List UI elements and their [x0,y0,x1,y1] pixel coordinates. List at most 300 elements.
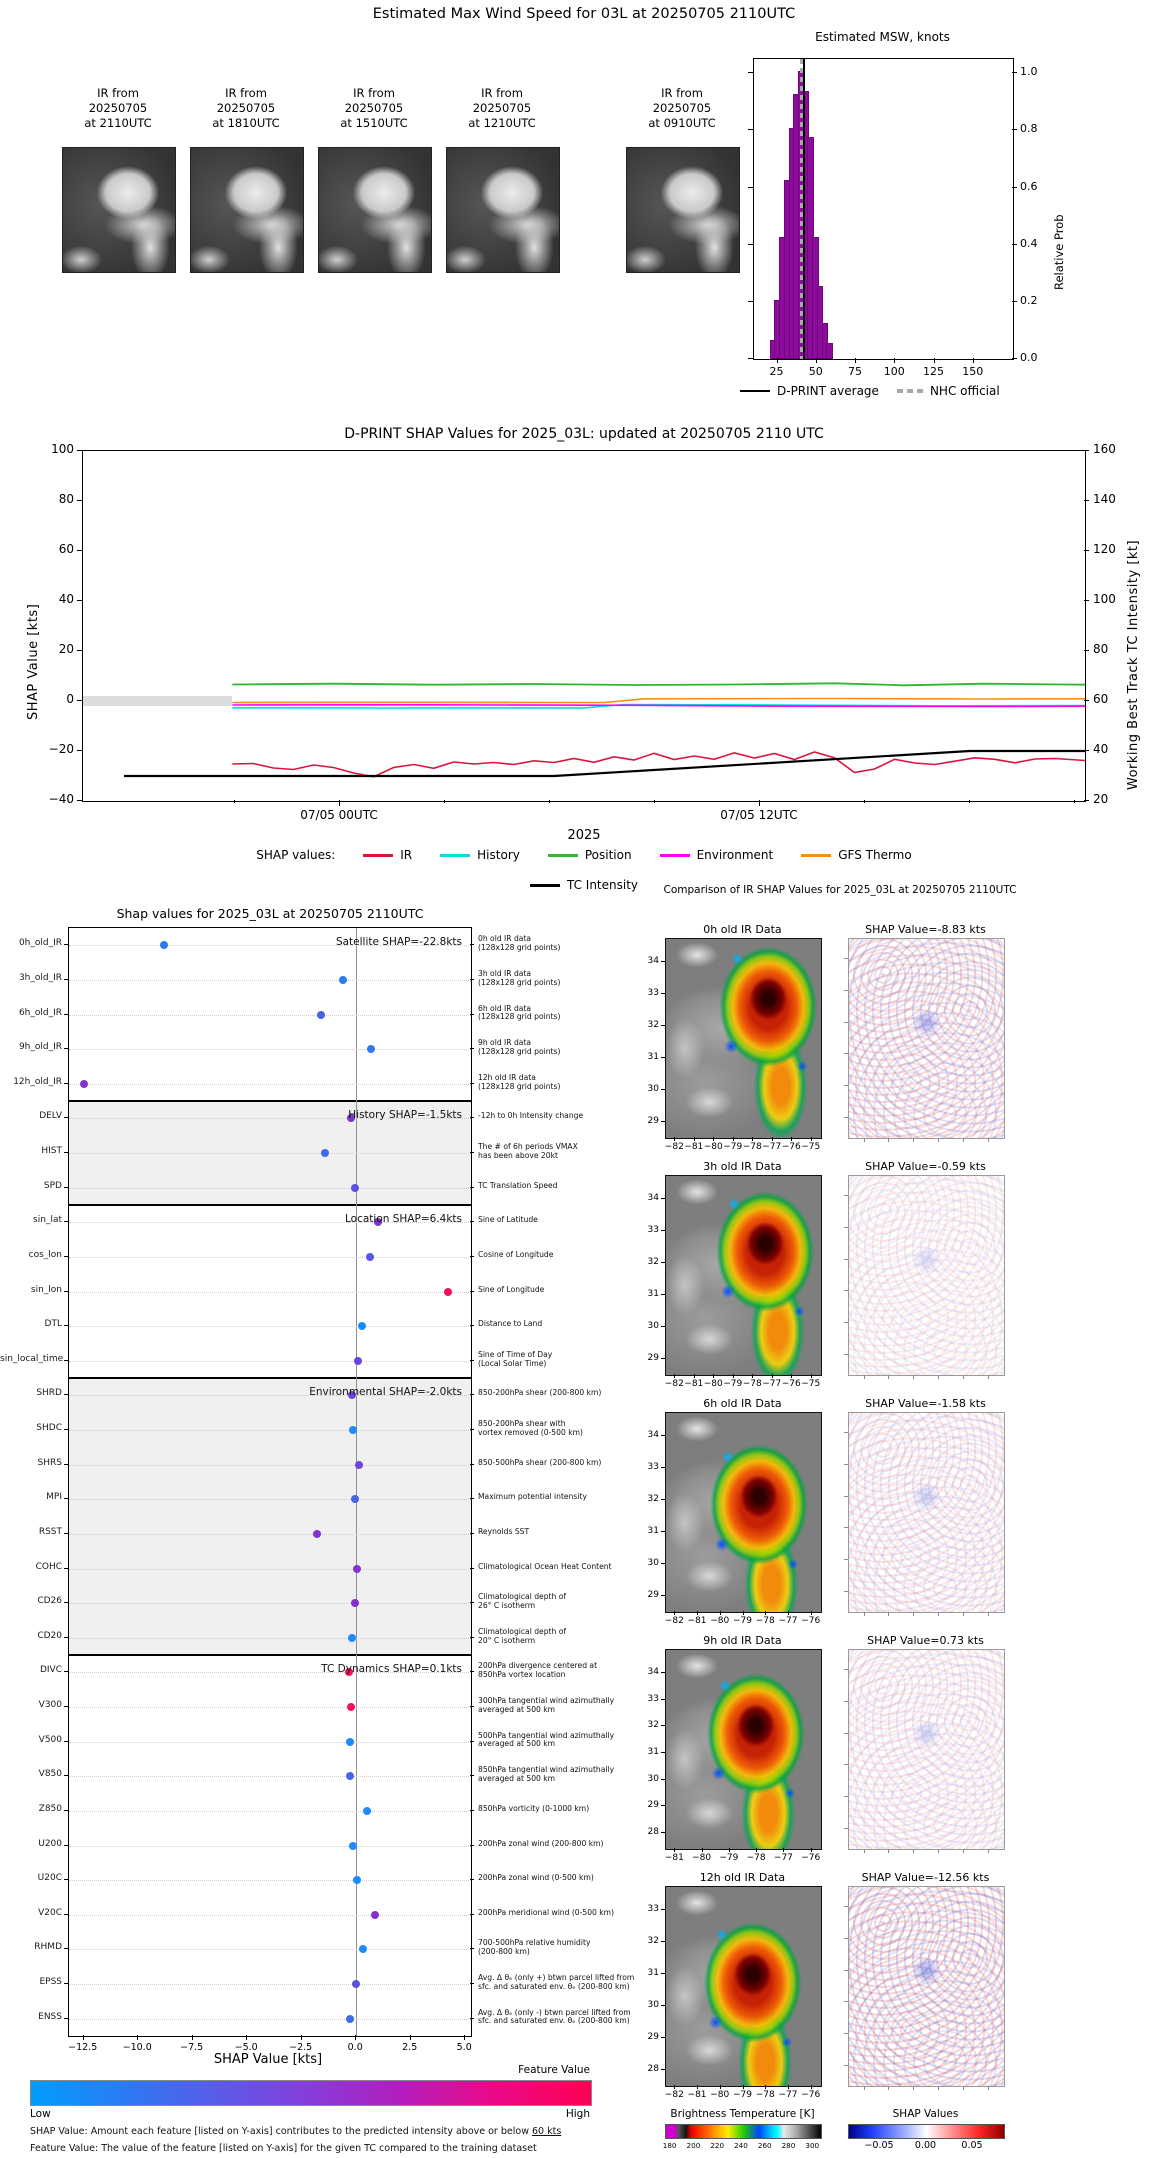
timeseries-title: D-PRINT SHAP Values for 2025_03L: updated at 20250705 2110 UTC [344,426,824,442]
lon-tick [713,1374,714,1378]
shap-noise-pattern [849,1176,1004,1375]
x-tick-label: 125 [923,365,944,378]
lat-tick [661,1805,665,1806]
feature-description-line: Sine of Longitude [478,1284,545,1294]
legend-label: Environment [696,848,774,862]
section-divider [69,1100,471,1102]
lat-tick [661,2069,665,2070]
feature-description-line: Cosine of Longitude [478,1249,554,1259]
lon-tick-label: −80 [692,1853,712,1863]
ir-thumb-image [446,147,560,273]
histogram-title: Estimated MSW, knots [815,30,950,44]
x-tick [137,2035,138,2040]
shap-dot [348,1634,356,1642]
ir-map-image [665,1412,822,1613]
histogram-ylabel: Relative Prob [1052,214,1066,290]
row-gridline [69,1361,471,1362]
lon-tick-label: −76 [801,1616,821,1626]
lat-tick [661,1262,665,1263]
right-y-tick [1084,750,1089,751]
shap-map-title: SHAP Value=0.73 kts [867,1634,984,1647]
feature-description [478,1874,658,1883]
feature-description-line: 12h old IR data [478,1072,536,1082]
lon-tick [733,1137,734,1141]
lat-tick-label: 33 [647,1693,659,1704]
feature-label: 3h_old_IR [18,972,62,983]
lon-tick [674,1611,675,1615]
lat-tick [661,1672,665,1673]
dotplot-title: Shap values for 2025_03L at 20250705 2110UTC [116,906,424,921]
lon-tick-label: −78 [742,1379,762,1389]
row-gridline [69,1257,471,1258]
feature-description-line: 200hPa zonal wind (200-800 km) [478,1838,604,1848]
lat-tick [661,1909,665,1910]
shap-map-tick [913,1612,914,1616]
ir-thumb-caption-line: IR from [661,86,703,100]
feature-tick [64,1637,68,1638]
shap-dot [354,1357,362,1365]
zero-line [356,928,357,2036]
shap-dot [80,1080,88,1088]
feature-label: CD26 [37,1596,62,1607]
legend-ir [363,848,412,862]
x-tick-label: 07/05 00UTC [300,808,378,822]
ir-thumb-image [190,147,304,273]
feature-description [478,970,658,988]
shap-map-tick [844,1701,848,1702]
right-y-tick [1084,650,1089,651]
legend-swatch [440,854,470,857]
feature-label: V500 [38,1734,62,1745]
feature-description [478,1563,658,1572]
lon-tick [811,1611,812,1615]
legend-label: GFS Thermo [838,848,912,862]
lon-tick [791,1374,792,1378]
ir-thumb-caption-line: at 1210UTC [468,116,536,130]
x-minor-tick [864,800,865,803]
right-y-tick-label: 120 [1093,542,1116,556]
row-gridline [69,1603,471,1604]
shap-dot [353,1565,361,1573]
desc-tick [470,2018,474,2019]
y-tick [1012,129,1017,130]
feature-description-line: Climatological depth of [478,1626,567,1636]
ir-thumb-caption-line: at 0910UTC [648,116,716,130]
ir-thumb-caption-line: 20250705 [652,101,712,115]
shap-dot [367,1045,375,1053]
feature-tick [64,979,68,980]
ir-thumb-caption-line: IR from [353,86,395,100]
shap-map-tick [864,1138,865,1142]
shap-dotplot [68,927,472,2037]
desc-tick [470,1291,474,1292]
row-gridline [69,1534,471,1535]
x-tick-label: −10.0 [122,2042,152,2053]
lon-tick [720,1611,721,1615]
left-y-tick [77,800,82,801]
legend-swatch [801,854,831,857]
nhc-official-line-swatch [897,389,923,393]
feature-description-line: sfc. and saturated env. θₑ (200-800 km) [478,1981,630,1991]
y-tick [748,358,753,359]
lon-tick-label: −82 [664,1142,684,1152]
lon-tick-label: −78 [746,1853,766,1863]
shap-map-tick [864,2086,865,2090]
desc-tick [470,1602,474,1603]
shap-dot [349,1426,357,1434]
bt-colorbar-tick-label: 260 [757,2141,772,2150]
left-y-tick-label: −20 [48,742,74,756]
lon-tick [788,1611,789,1615]
feature-tick [64,1256,68,1257]
feature-tick [64,1429,68,1430]
right-y-tick-label: 160 [1093,442,1116,456]
feature-description-line: 300hPa tangential wind azimuthally [478,1696,615,1706]
feature-label: 12h_old_IR [13,1076,62,1087]
lon-tick-label: −78 [755,2090,775,2100]
dotplot-section-shade [69,1378,471,1655]
shap-map-tick [844,1322,848,1323]
x-tick [973,358,974,363]
x-tick [83,2035,84,2040]
row-gridline [69,2019,471,2020]
lon-tick-label: −79 [723,1379,743,1389]
lat-tick-label: 29 [647,1353,659,1364]
lat-tick-label: 29 [647,2032,659,2043]
shap-map-tick [844,2065,848,2066]
left-y-tick-label: 40 [58,592,74,606]
feature-tick [64,1775,68,1776]
shap-colorbar-tick-label: −0.05 [864,2140,894,2151]
feature-description-line: Avg. Δ θₑ (only +) btwn parcel lifted from [478,1973,635,1983]
bt-colorbar-tick-label: 240 [734,2141,748,2150]
lon-tick [729,1848,730,1852]
shap-noise-pattern [849,939,1004,1138]
lon-tick-label: −79 [723,1142,743,1152]
feature-description-line: Sine of Latitude [478,1215,538,1225]
ir-thumb-caption [300,86,448,131]
feature-label: DTL [44,1319,62,1330]
feature-label: SPD [43,1180,62,1191]
shap-map-tick [844,1906,848,1907]
feature-tick [64,1014,68,1015]
lon-tick [674,2085,675,2089]
shap-map-tick [844,1227,848,1228]
shap-map-tick [888,1612,889,1616]
x-tick [192,2035,193,2040]
shap-dot [346,1772,354,1780]
feature-label: RSST [38,1526,62,1537]
shap-map-title: SHAP Value=-1.58 kts [865,1397,986,1410]
lat-tick-label: 30 [647,1558,659,1569]
feature-tick [64,1083,68,1084]
feature-description-line: Avg. Δ θₑ (only -) btwn parcel lifted from [478,2007,631,2017]
feature-label: COHC [35,1561,62,1572]
shap-map-tick [938,1138,939,1142]
lat-tick [661,1467,665,1468]
feature-description-line: averaged at 500 km [478,1704,556,1714]
shap-map-tick [844,1053,848,1054]
lat-tick [661,1358,665,1359]
feature-label: U200 [38,1838,62,1849]
lat-tick-label: 30 [647,1773,659,1784]
lon-tick-label: −80 [710,1616,730,1626]
x-tick-label: 2.5 [402,2042,418,2053]
feature-description-line: 20° C isotherm [478,1635,536,1645]
left-y-tick [77,450,82,451]
shap-map-tick [988,1612,989,1616]
shap-map-tick [888,1849,889,1853]
section-divider [69,1377,471,1379]
lon-tick-label: −81 [687,2090,707,2100]
lat-tick [661,1089,665,1090]
feature-description [478,1039,658,1057]
shap-map-tick [844,1259,848,1260]
feature-description-line: (200-800 km) [478,1947,530,1957]
shap-map-tick [844,1527,848,1528]
shap-map-tick [963,1138,964,1142]
y-tick-label: 0.2 [1020,293,1038,307]
feature-description [478,1351,658,1369]
shap-map-tick [988,2086,989,2090]
shap-map-tick [844,1195,848,1196]
footnote-feature-value: Feature Value: The value of the feature [listed on Y-axis] for the given TC compared to the training dataset [30,2143,537,2154]
lon-tick [765,1611,766,1615]
series-ir [232,752,1085,777]
shap-map-tick [963,2086,964,2090]
x-tick-label: 5.0 [456,2042,472,2053]
shap-map-tick [888,1375,889,1379]
dotplot-xlabel: SHAP Value [kts] [213,2052,323,2067]
feature-description-line: 850hPa vorticity (0-1000 km) [478,1803,590,1813]
lon-tick-label: −80 [703,1142,723,1152]
feature-label: Z850 [38,1803,62,1814]
feature-tick [64,1360,68,1361]
feature-description-line: 700-500hPa relative humidity [478,1938,591,1948]
feature-label: sin_local_time [0,1353,64,1364]
x-minor-tick [549,800,550,803]
x-minor-tick [339,800,340,803]
desc-tick [470,1845,474,1846]
feature-description-line: Distance to Land [478,1319,543,1329]
bt-colorbar-tick-label: 180 [662,2141,677,2150]
shap-map-tick [844,1733,848,1734]
feature-description [478,1319,659,1332]
right-y-tick-label: 100 [1093,592,1116,606]
row-gridline [69,1984,471,1985]
bt-colorbar-tick-label: 280 [781,2141,796,2150]
desc-tick [470,1221,474,1222]
lon-tick [756,1848,757,1852]
desc-tick [470,1671,474,1672]
desc-tick [470,1498,474,1499]
lon-tick [713,1137,714,1141]
lon-tick-label: −76 [781,1142,801,1152]
y-tick [1012,301,1017,302]
feature-label: CD20 [37,1630,62,1641]
x-tick-label: 07/05 12UTC [720,808,798,822]
desc-tick [470,1429,474,1430]
x-minor-tick [759,800,760,803]
feature-description [478,1005,658,1023]
row-gridline [69,1742,471,1743]
desc-tick [470,1117,474,1118]
shap-map-tick [938,1849,939,1853]
feature-tick [64,1948,68,1949]
left-y-tick [77,500,82,501]
lat-tick-label: 31 [647,1746,659,1757]
row-gridline [69,1915,471,1916]
lon-tick [674,1374,675,1378]
lon-tick [694,1137,695,1141]
feature-tick [64,1291,68,1292]
feature-label: ENSS [38,2011,62,2022]
shap-map-tick [913,1375,914,1379]
lon-tick [697,1611,698,1615]
lon-tick-label: −78 [742,1142,762,1152]
y-tick [1012,358,1017,359]
lat-tick-label: 32 [647,1256,659,1267]
lat-tick-label: 31 [647,1967,659,1978]
lon-tick [811,2085,812,2089]
y-tick [748,129,753,130]
lat-tick [661,1832,665,1833]
feature-description [478,1493,658,1502]
shap-dot [321,1149,329,1157]
feature-description [478,1216,658,1225]
y-tick [748,187,753,188]
lon-tick [674,1137,675,1141]
lat-tick [661,1057,665,1058]
feature-description-line: 26° C isotherm [478,1600,536,1610]
lon-tick [674,1848,675,1852]
lon-tick-label: −76 [801,2090,821,2100]
row-gridline [69,1949,471,1950]
feature-description-line: 850-500hPa shear (200-800 km) [478,1457,602,1467]
ir-thumb-caption [172,86,320,131]
timeseries-legend-label: SHAP values: [256,848,336,862]
lat-tick [661,993,665,994]
section-header: Environmental SHAP=-2.0kts [309,1386,462,1399]
ir-thumb-caption-line: 20250705 [88,101,148,115]
desc-tick [470,1152,474,1153]
feature-description-line: vortex removed (0-500 km) [478,1427,583,1437]
row-gridline [69,1292,471,1293]
ir-thumb-image [62,147,176,273]
shap-dot [363,1807,371,1815]
shap-dot [339,976,347,984]
shap-map-tick [988,1375,989,1379]
lat-tick [661,1435,665,1436]
lon-tick [811,1137,812,1141]
row-gridline [69,1465,471,1466]
x-tick-label: 150 [962,365,984,378]
left-y-tick-label: 80 [58,492,74,506]
msw-histogram [753,58,1014,360]
x-tick [894,358,895,363]
shap-map-image [848,1412,1005,1613]
desc-tick [470,1568,474,1569]
lon-tick-label: −81 [684,1379,704,1389]
feature-value-colorbar [30,2080,592,2106]
feature-description [478,1840,658,1849]
y-tick-label: 1.0 [1020,65,1038,79]
lon-tick [702,1848,703,1852]
ir-thumb-caption-line: 20250705 [216,101,276,115]
x-tick [855,358,856,363]
bt-colorbar-title: Brightness Temperature [K] [670,2108,815,2120]
shap-noise-pattern [849,1413,1004,1612]
figure-title: Estimated Max Wind Speed for 03L at 20250705 2110UTC [372,6,796,22]
feature-description-line: (128x128 grid points) [478,977,561,987]
feature-description [478,1939,658,1957]
shap-colorbar-tick-label: 0.00 [914,2140,937,2151]
feature-description-line: Reynolds SST [478,1526,530,1536]
lat-tick [661,961,665,962]
right-y-tick [1084,450,1089,451]
feature-label: V850 [38,1769,62,1780]
desc-tick [470,1741,474,1742]
row-gridline [69,1326,471,1327]
colorbar-high-label: High [565,2108,590,2120]
feature-description-line: averaged at 500 km [478,1774,556,1784]
ir-thumb-caption [44,86,192,131]
section-header: Location SHAP=6.4kts [345,1213,462,1226]
feature-description-line: 200hPa meridional wind (0-500 km) [478,1907,615,1917]
row-gridline [69,1638,471,1639]
lat-tick-label: 28 [647,1827,659,1838]
feature-description-line: has been above 20kt [478,1150,558,1160]
shap-map-tick [844,2001,848,2002]
shap-map-tick [864,1849,865,1853]
shap-map-tick [938,1375,939,1379]
ir-thumb-caption [608,86,756,131]
row-gridline [69,1430,471,1431]
shap-dot [346,1738,354,1746]
y-tick [1012,72,1017,73]
shap-map-title: SHAP Value=-12.56 kts [861,1871,990,1884]
shap-map-tick [913,2086,914,2090]
feature-description [478,1909,658,1918]
lon-tick-label: −81 [684,1142,704,1152]
lat-tick-label: 34 [647,955,659,966]
feature-description-line: -12h to 0h Intensity change [478,1111,584,1121]
desc-tick [470,1187,474,1188]
feature-tick [64,2018,68,2019]
shap-map-tick [844,1432,848,1433]
x-tick-label: −2.5 [289,2042,313,2053]
shap-map-tick [844,1022,848,1023]
feature-tick [64,1845,68,1846]
legend-environment [660,848,774,862]
feature-label: U20C [37,1873,62,1884]
timeseries-lines [83,451,1085,801]
lat-tick [661,1025,665,1026]
x-tick [246,2035,247,2040]
lat-tick-label: 32 [647,1720,659,1731]
feature-label: SHRS [37,1457,62,1468]
lon-tick [783,1848,784,1852]
lat-tick [661,2005,665,2006]
feature-description [478,1805,658,1814]
x-tick-label: −5.0 [234,2042,258,2053]
ir-thumb-caption-line: at 1510UTC [340,116,408,130]
lat-tick-label: 30 [647,2000,659,2010]
lon-tick-label: −81 [687,1616,707,1626]
ir-map-image [665,1175,822,1376]
lon-tick-label: −75 [801,1379,821,1389]
right-y-tick-label: 80 [1093,642,1109,656]
